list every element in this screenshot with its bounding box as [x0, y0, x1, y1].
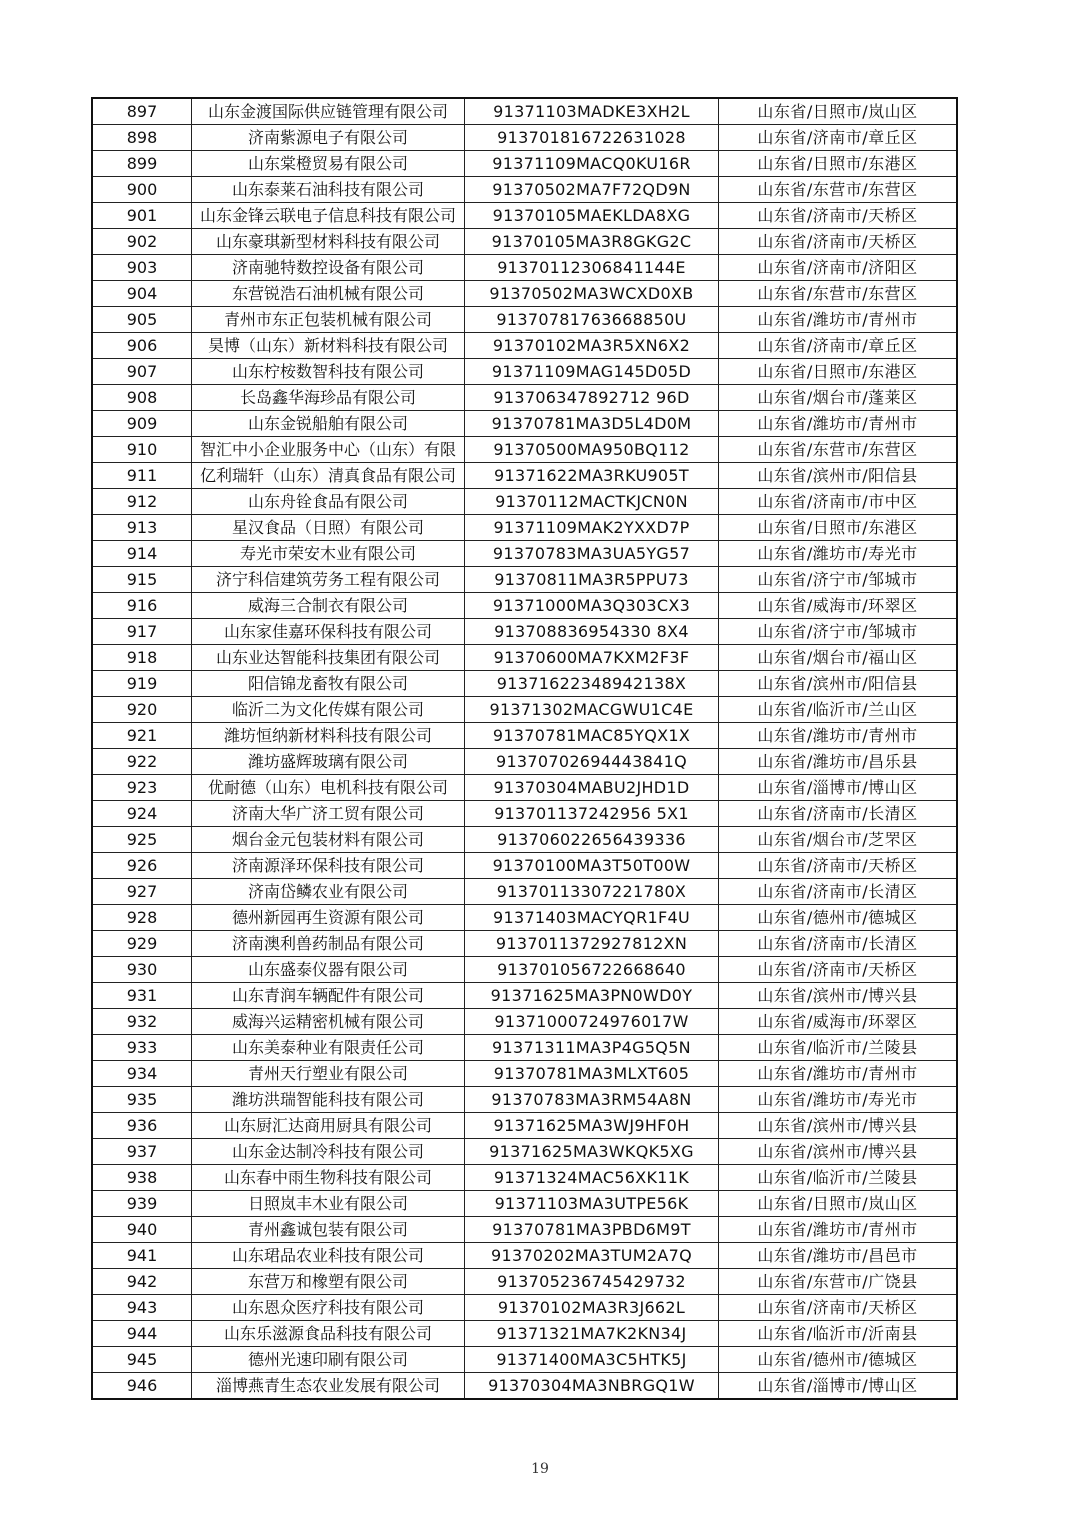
row-number-cell: 910	[92, 437, 192, 463]
company-name-cell: 山东盛泰仪器有限公司	[192, 957, 465, 983]
table-row	[92, 125, 957, 151]
company-name-cell: 潍坊恒纳新材料科技有限公司	[192, 723, 465, 749]
location-cell: 山东省/济南市/天桥区	[719, 1295, 958, 1321]
company-name-cell: 山东厨汇达商用厨具有限公司	[192, 1113, 465, 1139]
credit-code-cell: 91370781MA3D5L4D0M	[465, 411, 719, 437]
credit-code-cell: 91370304MA3NBRGQ1W	[465, 1373, 719, 1400]
location-cell: 山东省/滨州市/博兴县	[719, 983, 958, 1009]
credit-code-cell: 91370100MA3T50T00W	[465, 853, 719, 879]
table-row	[92, 671, 957, 697]
table-row	[92, 177, 957, 203]
table-row	[92, 1035, 957, 1061]
credit-code-cell: 91370600MA7KXM2F3F	[465, 645, 719, 671]
credit-code-cell: 91371109MAK2YXXD7P	[465, 515, 719, 541]
table-row	[92, 437, 957, 463]
company-name-cell: 烟台金元包装材料有限公司	[192, 827, 465, 853]
location-cell: 山东省/东营市/广饶县	[719, 1269, 958, 1295]
location-cell: 山东省/潍坊市/青州市	[719, 411, 958, 437]
credit-code-cell: 91371103MA3UTPE56K	[465, 1191, 719, 1217]
row-number-cell: 914	[92, 541, 192, 567]
location-cell: 山东省/临沂市/兰山区	[719, 697, 958, 723]
table-row	[92, 905, 957, 931]
credit-code-cell: 913708836954330 8X4	[465, 619, 719, 645]
company-name-cell: 山东珺品农业科技有限公司	[192, 1243, 465, 1269]
row-number-cell: 927	[92, 879, 192, 905]
table-row	[92, 1139, 957, 1165]
company-name-cell: 长岛鑫华海珍品有限公司	[192, 385, 465, 411]
company-name-cell: 优耐德（山东）电机科技有限公司	[192, 775, 465, 801]
credit-code-cell: 91371403MACYQR1F4U	[465, 905, 719, 931]
table-row	[92, 749, 957, 775]
company-name-cell: 淄博燕青生态农业发展有限公司	[192, 1373, 465, 1400]
table-row	[92, 1347, 957, 1373]
row-number-cell: 911	[92, 463, 192, 489]
table-row	[92, 307, 957, 333]
row-number-cell: 944	[92, 1321, 192, 1347]
location-cell: 山东省/淄博市/博山区	[719, 1373, 958, 1400]
row-number-cell: 906	[92, 333, 192, 359]
credit-code-cell: 91370102MA3R3J662L	[465, 1295, 719, 1321]
row-number-cell: 925	[92, 827, 192, 853]
row-number-cell: 899	[92, 151, 192, 177]
location-cell: 山东省/济南市/长清区	[719, 879, 958, 905]
company-name-cell: 青州天行塑业有限公司	[192, 1061, 465, 1087]
company-name-cell: 山东金锐船舶有限公司	[192, 411, 465, 437]
row-number-cell: 941	[92, 1243, 192, 1269]
location-cell: 山东省/济南市/天桥区	[719, 957, 958, 983]
table-row	[92, 931, 957, 957]
location-cell: 山东省/日照市/岚山区	[719, 1191, 958, 1217]
credit-code-cell: 91371321MA7K2KN34J	[465, 1321, 719, 1347]
row-number-cell: 916	[92, 593, 192, 619]
location-cell: 山东省/济南市/章丘区	[719, 333, 958, 359]
company-name-cell: 山东舟铨食品有限公司	[192, 489, 465, 515]
table-row	[92, 983, 957, 1009]
company-name-cell: 德州新园再生资源有限公司	[192, 905, 465, 931]
table-row	[92, 385, 957, 411]
credit-code-cell: 91370783MA3UA5YG57	[465, 541, 719, 567]
company-name-cell: 临沂二为文化传媒有限公司	[192, 697, 465, 723]
company-name-cell: 星汉食品（日照）有限公司	[192, 515, 465, 541]
table-row	[92, 567, 957, 593]
location-cell: 山东省/潍坊市/青州市	[719, 1217, 958, 1243]
credit-code-cell: 91370202MA3TUM2A7Q	[465, 1243, 719, 1269]
row-number-cell: 943	[92, 1295, 192, 1321]
credit-code-cell: 91370502MA3WCXD0XB	[465, 281, 719, 307]
company-name-cell: 山东家佳嘉环保科技有限公司	[192, 619, 465, 645]
credit-code-cell: 913701816722631028	[465, 125, 719, 151]
credit-code-cell: 91370113307221780X	[465, 879, 719, 905]
location-cell: 山东省/潍坊市/昌乐县	[719, 749, 958, 775]
table-row	[92, 281, 957, 307]
table-row	[92, 229, 957, 255]
credit-code-cell: 913701056722668640	[465, 957, 719, 983]
company-name-cell: 济南澳利兽药制品有限公司	[192, 931, 465, 957]
table-row	[92, 1113, 957, 1139]
company-name-cell: 山东乐滋源食品科技有限公司	[192, 1321, 465, 1347]
row-number-cell: 900	[92, 177, 192, 203]
table-row	[92, 1009, 957, 1035]
row-number-cell: 897	[92, 98, 192, 125]
company-name-cell: 济南大华广济工贸有限公司	[192, 801, 465, 827]
location-cell: 山东省/临沂市/兰陵县	[719, 1165, 958, 1191]
row-number-cell: 920	[92, 697, 192, 723]
company-name-cell: 山东业达智能科技集团有限公司	[192, 645, 465, 671]
location-cell: 山东省/济宁市/邹城市	[719, 567, 958, 593]
row-number-cell: 934	[92, 1061, 192, 1087]
row-number-cell: 903	[92, 255, 192, 281]
company-name-cell: 寿光市荣安木业有限公司	[192, 541, 465, 567]
table-row	[92, 255, 957, 281]
row-number-cell: 921	[92, 723, 192, 749]
company-name-cell: 济宁科信建筑劳务工程有限公司	[192, 567, 465, 593]
credit-code-cell: 913701137242956 5X1	[465, 801, 719, 827]
table-row	[92, 541, 957, 567]
location-cell: 山东省/淄博市/博山区	[719, 775, 958, 801]
company-name-cell: 威海兴运精密机械有限公司	[192, 1009, 465, 1035]
company-list-table	[91, 97, 958, 1400]
credit-code-cell: 91371625MA3WKQK5XG	[465, 1139, 719, 1165]
table-row	[92, 98, 957, 125]
location-cell: 山东省/潍坊市/寿光市	[719, 541, 958, 567]
credit-code-cell: 91371622348942138X	[465, 671, 719, 697]
company-name-cell: 智汇中小企业服务中心（山东）有限	[192, 437, 465, 463]
row-number-cell: 935	[92, 1087, 192, 1113]
company-name-cell: 山东金锋云联电子信息科技有限公司	[192, 203, 465, 229]
table-row	[92, 151, 957, 177]
company-name-cell: 东营锐浩石油机械有限公司	[192, 281, 465, 307]
location-cell: 山东省/日照市/东港区	[719, 515, 958, 541]
company-name-cell: 济南紫源电子有限公司	[192, 125, 465, 151]
row-number-cell: 917	[92, 619, 192, 645]
row-number-cell: 946	[92, 1373, 192, 1400]
row-number-cell: 930	[92, 957, 192, 983]
company-name-cell: 东营万和橡塑有限公司	[192, 1269, 465, 1295]
row-number-cell: 937	[92, 1139, 192, 1165]
credit-code-cell: 913706347892712 96D	[465, 385, 719, 411]
table-row	[92, 1061, 957, 1087]
row-number-cell: 929	[92, 931, 192, 957]
location-cell: 山东省/潍坊市/青州市	[719, 1061, 958, 1087]
company-name-cell: 潍坊盛辉玻璃有限公司	[192, 749, 465, 775]
table-row	[92, 411, 957, 437]
table-row	[92, 853, 957, 879]
credit-code-cell: 91371000MA3Q303CX3	[465, 593, 719, 619]
location-cell: 山东省/济南市/章丘区	[719, 125, 958, 151]
company-name-cell: 山东柠桉数智科技有限公司	[192, 359, 465, 385]
company-name-cell: 济南源泽环保科技有限公司	[192, 853, 465, 879]
row-number-cell: 933	[92, 1035, 192, 1061]
table-row	[92, 1373, 957, 1400]
location-cell: 山东省/潍坊市/青州市	[719, 723, 958, 749]
credit-code-cell: 91371400MA3C5HTK5J	[465, 1347, 719, 1373]
row-number-cell: 909	[92, 411, 192, 437]
location-cell: 山东省/滨州市/阳信县	[719, 463, 958, 489]
company-name-cell: 山东棠橙贸易有限公司	[192, 151, 465, 177]
table-row	[92, 775, 957, 801]
credit-code-cell: 91370102MA3R5XN6X2	[465, 333, 719, 359]
location-cell: 山东省/潍坊市/青州市	[719, 307, 958, 333]
company-name-cell: 山东春中雨生物科技有限公司	[192, 1165, 465, 1191]
credit-code-cell: 91370112MACTKJCN0N	[465, 489, 719, 515]
company-name-cell: 青州鑫诚包装有限公司	[192, 1217, 465, 1243]
credit-code-cell: 91370702694443841Q	[465, 749, 719, 775]
row-number-cell: 922	[92, 749, 192, 775]
row-number-cell: 940	[92, 1217, 192, 1243]
table-row	[92, 1243, 957, 1269]
row-number-cell: 907	[92, 359, 192, 385]
credit-code-cell: 91370811MA3R5PPU73	[465, 567, 719, 593]
row-number-cell: 942	[92, 1269, 192, 1295]
credit-code-cell: 91371622MA3RKU905T	[465, 463, 719, 489]
company-name-cell: 济南驰特数控设备有限公司	[192, 255, 465, 281]
credit-code-cell: 91370783MA3RM54A8N	[465, 1087, 719, 1113]
table-row	[92, 515, 957, 541]
row-number-cell: 923	[92, 775, 192, 801]
credit-code-cell: 91371324MAC56XK11K	[465, 1165, 719, 1191]
credit-code-cell: 91371000724976017W	[465, 1009, 719, 1035]
location-cell: 山东省/济南市/济阳区	[719, 255, 958, 281]
location-cell: 山东省/德州市/德城区	[719, 905, 958, 931]
credit-code-cell: 91371109MAG145D05D	[465, 359, 719, 385]
company-name-cell: 济南岱鳞农业有限公司	[192, 879, 465, 905]
table-row	[92, 1321, 957, 1347]
row-number-cell: 926	[92, 853, 192, 879]
row-number-cell: 919	[92, 671, 192, 697]
table-row	[92, 1217, 957, 1243]
credit-code-cell: 91370304MABU2JHD1D	[465, 775, 719, 801]
page-number: 19	[531, 1461, 549, 1477]
location-cell: 山东省/济南市/市中区	[719, 489, 958, 515]
credit-code-cell: 91370781763668850U	[465, 307, 719, 333]
row-number-cell: 928	[92, 905, 192, 931]
row-number-cell: 913	[92, 515, 192, 541]
table-body	[92, 98, 957, 1399]
row-number-cell: 939	[92, 1191, 192, 1217]
company-name-cell: 日照岚丰木业有限公司	[192, 1191, 465, 1217]
table-row	[92, 593, 957, 619]
location-cell: 山东省/烟台市/福山区	[719, 645, 958, 671]
row-number-cell: 936	[92, 1113, 192, 1139]
credit-code-cell: 91370105MA3R8GKG2C	[465, 229, 719, 255]
table-row	[92, 697, 957, 723]
row-number-cell: 904	[92, 281, 192, 307]
credit-code-cell: 91370781MAC85YQX1X	[465, 723, 719, 749]
credit-code-cell: 91370105MAEKLDA8XG	[465, 203, 719, 229]
row-number-cell: 915	[92, 567, 192, 593]
table-row	[92, 801, 957, 827]
table-row	[92, 489, 957, 515]
company-name-cell: 潍坊洪瑞智能科技有限公司	[192, 1087, 465, 1113]
location-cell: 山东省/烟台市/蓬莱区	[719, 385, 958, 411]
credit-code-cell: 91371302MACGWU1C4E	[465, 697, 719, 723]
company-name-cell: 山东恩众医疗科技有限公司	[192, 1295, 465, 1321]
table-row	[92, 463, 957, 489]
table-row	[92, 1295, 957, 1321]
location-cell: 山东省/潍坊市/昌邑市	[719, 1243, 958, 1269]
location-cell: 山东省/临沂市/沂南县	[719, 1321, 958, 1347]
row-number-cell: 945	[92, 1347, 192, 1373]
location-cell: 山东省/滨州市/阳信县	[719, 671, 958, 697]
company-list-table-container	[91, 97, 955, 1400]
row-number-cell: 932	[92, 1009, 192, 1035]
table-row	[92, 333, 957, 359]
location-cell: 山东省/临沂市/兰陵县	[719, 1035, 958, 1061]
credit-code-cell: 91370500MA950BQ112	[465, 437, 719, 463]
table-row	[92, 619, 957, 645]
credit-code-cell: 91370781MA3MLXT605	[465, 1061, 719, 1087]
location-cell: 山东省/东营市/东营区	[719, 281, 958, 307]
row-number-cell: 924	[92, 801, 192, 827]
company-name-cell: 青州市东正包装机械有限公司	[192, 307, 465, 333]
location-cell: 山东省/济南市/天桥区	[719, 853, 958, 879]
credit-code-cell: 91371311MA3P4G5Q5N	[465, 1035, 719, 1061]
table-row	[92, 1087, 957, 1113]
company-name-cell: 威海三合制衣有限公司	[192, 593, 465, 619]
row-number-cell: 912	[92, 489, 192, 515]
credit-code-cell: 913706022656439336	[465, 827, 719, 853]
row-number-cell: 905	[92, 307, 192, 333]
company-name-cell: 山东豪琪新型材料科技有限公司	[192, 229, 465, 255]
row-number-cell: 918	[92, 645, 192, 671]
table-row	[92, 957, 957, 983]
credit-code-cell: 91370781MA3PBD6M9T	[465, 1217, 719, 1243]
location-cell: 山东省/威海市/环翠区	[719, 593, 958, 619]
table-row	[92, 1165, 957, 1191]
credit-code-cell: 91370502MA7F72QD9N	[465, 177, 719, 203]
table-row	[92, 645, 957, 671]
row-number-cell: 898	[92, 125, 192, 151]
row-number-cell: 901	[92, 203, 192, 229]
row-number-cell: 908	[92, 385, 192, 411]
table-row	[92, 203, 957, 229]
table-row	[92, 1191, 957, 1217]
company-name-cell: 山东泰莱石油科技有限公司	[192, 177, 465, 203]
company-name-cell: 德州光速印刷有限公司	[192, 1347, 465, 1373]
table-row	[92, 359, 957, 385]
credit-code-cell: 91371625MA3WJ9HF0H	[465, 1113, 719, 1139]
location-cell: 山东省/日照市/岚山区	[719, 98, 958, 125]
company-name-cell: 昊博（山东）新材料科技有限公司	[192, 333, 465, 359]
table-row	[92, 723, 957, 749]
location-cell: 山东省/威海市/环翠区	[719, 1009, 958, 1035]
table-row	[92, 879, 957, 905]
location-cell: 山东省/济南市/天桥区	[719, 229, 958, 255]
company-name-cell: 山东金渡国际供应链管理有限公司	[192, 98, 465, 125]
location-cell: 山东省/东营市/东营区	[719, 437, 958, 463]
location-cell: 山东省/济南市/天桥区	[719, 203, 958, 229]
credit-code-cell: 91371109MACQ0KU16R	[465, 151, 719, 177]
credit-code-cell: 9137011372927812XN	[465, 931, 719, 957]
table-row	[92, 827, 957, 853]
row-number-cell: 931	[92, 983, 192, 1009]
location-cell: 山东省/日照市/东港区	[719, 359, 958, 385]
credit-code-cell: 91371625MA3PN0WD0Y	[465, 983, 719, 1009]
company-name-cell: 山东美泰种业有限责任公司	[192, 1035, 465, 1061]
company-name-cell: 山东青润车辆配件有限公司	[192, 983, 465, 1009]
row-number-cell: 938	[92, 1165, 192, 1191]
location-cell: 山东省/滨州市/博兴县	[719, 1113, 958, 1139]
location-cell: 山东省/潍坊市/寿光市	[719, 1087, 958, 1113]
table-row	[92, 1269, 957, 1295]
location-cell: 山东省/济南市/长清区	[719, 801, 958, 827]
credit-code-cell: 91371103MADKE3XH2L	[465, 98, 719, 125]
credit-code-cell: 913705236745429732	[465, 1269, 719, 1295]
location-cell: 山东省/济宁市/邹城市	[719, 619, 958, 645]
location-cell: 山东省/滨州市/博兴县	[719, 1139, 958, 1165]
location-cell: 山东省/东营市/东营区	[719, 177, 958, 203]
row-number-cell: 902	[92, 229, 192, 255]
credit-code-cell: 91370112306841144E	[465, 255, 719, 281]
location-cell: 山东省/德州市/德城区	[719, 1347, 958, 1373]
company-name-cell: 亿利瑞轩（山东）清真食品有限公司	[192, 463, 465, 489]
location-cell: 山东省/日照市/东港区	[719, 151, 958, 177]
location-cell: 山东省/济南市/长清区	[719, 931, 958, 957]
location-cell: 山东省/烟台市/芝罘区	[719, 827, 958, 853]
company-name-cell: 阳信锦龙畜牧有限公司	[192, 671, 465, 697]
company-name-cell: 山东金达制冷科技有限公司	[192, 1139, 465, 1165]
